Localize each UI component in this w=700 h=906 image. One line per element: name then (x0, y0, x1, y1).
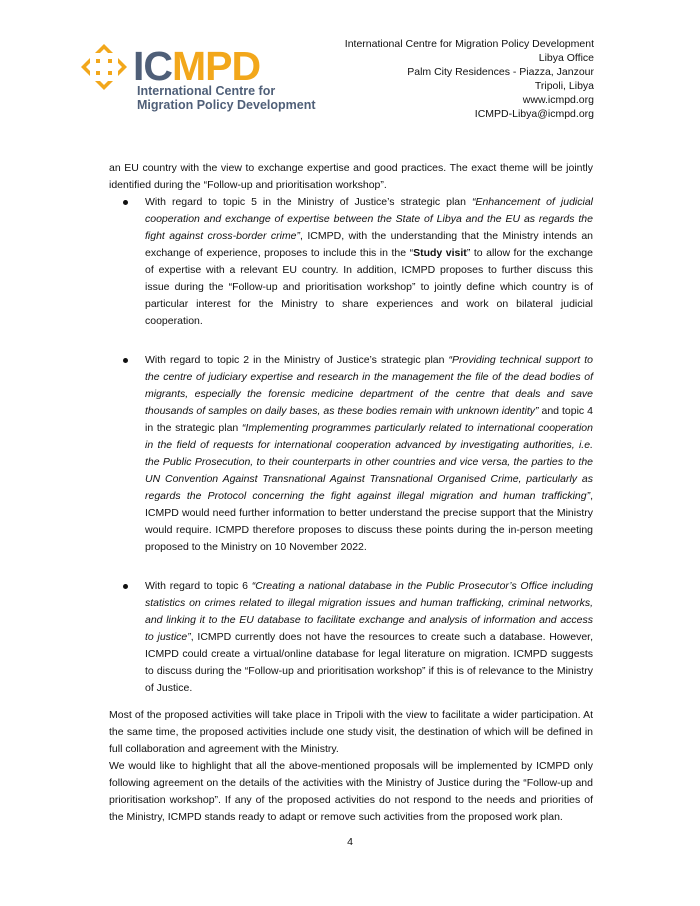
contact-office: Libya Office (538, 52, 594, 64)
logo-subtitle-line1: International Centre for (137, 84, 276, 98)
contact-website[interactable]: www.icmpd.org (522, 94, 594, 106)
paragraph-locations: Most of the proposed activities will take place in Tripoli with the view to facilitate a wider participation. At the same time, the proposed activities include one study visit, the destination of which will be defined in full collaboration and agreement with the Ministry. (109, 709, 593, 755)
arrows-logo-icon (80, 43, 128, 91)
bullet-topic-2-4: With regard to topic 2 in the Ministry of Justice’s strategic plan “Providing technical support to the centre of judiciary expertise and research in the management the file of the dead bodies of migrants, especially the forensic medicine department of the centre that deals and save thousands of samples on daily bases, as these bodies remain with unknown identity” and topic 4 in the strategic plan “Implementing programmes particularly related to international cooperation in the field of requests for international cooperation advanced by investigating authorities, i.e. the Public Prosecution, to their counterparts in other countries and vice versa, the parties to the UN Convention Against Transnational Against Transnational Organised Crime, particularly as regards the Protocol concerning the fight against illegal migration and human trafficking”, ICMPD would need further information to better understand the precise support that the Ministry would require. ICMPD therefore proposes to discuss these points during the in-person meeting proposed to the Ministry on 10 November 2022. (145, 352, 593, 556)
document-body (109, 160, 593, 826)
office-contact-block (345, 37, 594, 121)
paragraph-agreement: We would like to highlight that all the above-mentioned proposals will be implemented by ICMPD only following agreement on the details of the activities with the Ministry of Justice during the “Follow-up and prioritisation workshop”. If any of the proposed activities do not respond to the needs and priorities of the Ministry, ICMPD stands ready to adapt or remove such activities from the proposed work plan. (109, 760, 593, 823)
continuation-paragraph: an EU country with the view to exchange expertise and good practices. The exact theme will be jointly identified during the “Follow-up and prioritisation workshop”. (109, 162, 593, 191)
logo-subtitle-line2: Migration Policy Development (137, 98, 316, 112)
contact-city: Tripoli, Libya (534, 80, 594, 92)
contact-email[interactable]: ICMPD-Libya@icmpd.org (474, 108, 594, 120)
page-number: 4 (347, 836, 353, 848)
bullet-dot (123, 200, 128, 205)
contact-address: Palm City Residences - Piazza, Janzour (407, 66, 594, 78)
contact-org: International Centre for Migration Policy Development (344, 38, 594, 50)
bullet-topic-5: With regard to topic 5 in the Ministry of Justice’s strategic plan “Enhancement of judicial cooperation and exchange of expertise between the State of Libya and the EU as regards the fight against cross-border crime”, ICMPD, with the understanding that the Ministry intends an exchange of experience, proposes to include this in the “Study visit” to allow for the exchange of expertise with a relevant EU country. In addition, ICMPD proposes to further discuss this issue during the “Follow-up and prioritisation workshop” to jointly define which country is of particular interest for the Ministry to share experiences and work on bilateral judicial cooperation. (145, 194, 593, 330)
bullet-dot (123, 584, 128, 589)
bullet-topic-6: With regard to topic 6 “Creating a national database in the Public Prosecutor’s Office including statistics on crimes related to illegal migration issues and human trafficking, criminal networks, and linking it to the EU database to facilitate exchange and analysis of information and access to justice”, ICMPD currently does not have the resources to create such a database. However, ICMPD could create a virtual/online database for legal literature on migration. ICMPD suggests to discuss during the “Follow-up and prioritisation workshop” if this is of relevance to the Ministry of Justice. (145, 578, 593, 697)
logo-wordmark: ICMPD (133, 43, 261, 89)
bullet-dot (123, 358, 128, 363)
